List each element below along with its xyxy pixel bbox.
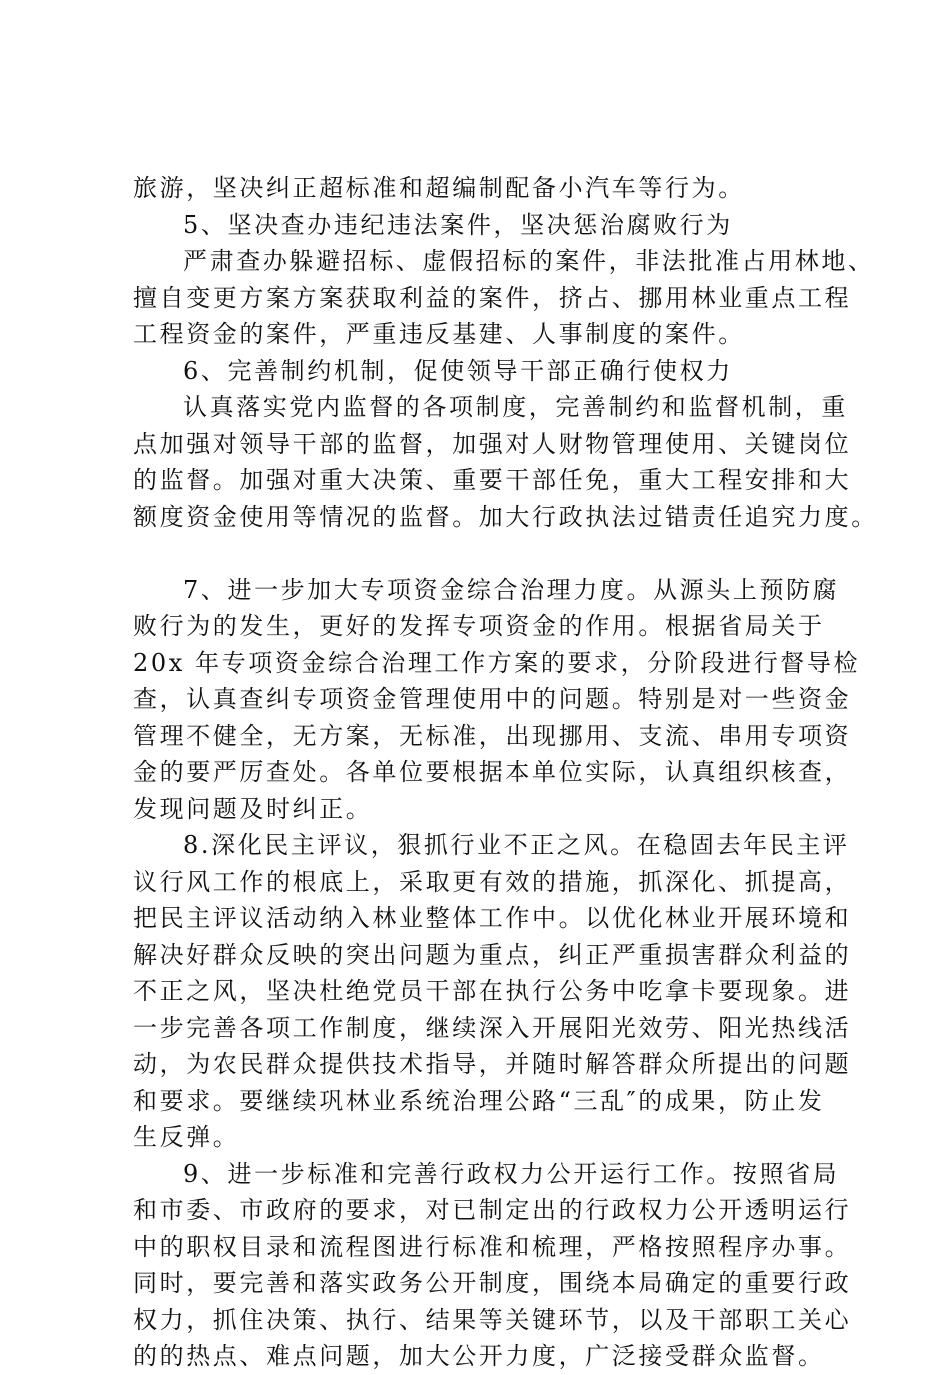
- text-line: 生反弹。: [133, 1123, 240, 1151]
- text-line: 6、完善制约机制，促使领导干部正确行使权力: [183, 356, 733, 385]
- text-line: 7、进一步加大专项资金综合治理力度。从源头上预防腐: [183, 575, 840, 604]
- text-line: 9、进一步标准和完善行政权力公开运行工作。按照省局: [183, 1159, 840, 1188]
- text-line: 20x 年专项资金综合治理工作方案的要求，分阶段进行督导检: [133, 648, 861, 677]
- text-line: 管理不健全，无方案，无标准，出现挪用、支流、串用专项资: [133, 721, 852, 750]
- text-line: 旅游，坚决纠正超标准和超编制配备小汽车等行为。: [133, 174, 745, 202]
- text-line: 一步完善各项工作制度，继续深入开展阳光效劳、阳光热线活: [133, 1013, 852, 1042]
- text-line: 查，认真查纠专项资金管理使用中的问题。特别是对一些资金: [133, 685, 852, 713]
- text-line: 的监督。加强对重大决策、重要干部任免，重大工程安排和大: [133, 466, 852, 494]
- text-line: 的的热点、难点问题，加大公开力度，广泛接受群众监督。: [133, 1342, 825, 1370]
- text-line: 议行风工作的根底上，采取更有效的措施，抓深化、抓提高，: [133, 867, 852, 896]
- text-line: 工程资金的案件，严重违反基建、人事制度的案件。: [133, 320, 745, 348]
- text-line: 动，为农民群众提供技术指导，并随时解答群众所提出的问题: [133, 1050, 852, 1078]
- text-line: 额度资金使用等情况的监督。加大行政执法过错责任追究力度。: [133, 502, 878, 531]
- text-line: 8.深化民主评议，狠抓行业不正之风。在稳固去年民主评: [183, 831, 850, 859]
- text-line: 败行为的发生，更好的发挥专项资金的作用。根据省局关于: [133, 612, 825, 640]
- text-line: 不正之风，坚决杜绝党员干部在执行公务中吃拿卡要现象。进: [133, 977, 852, 1005]
- blank-line: [133, 535, 833, 572]
- text-line: 认真落实党内监督的各项制度，完善制约和监督机制，重: [183, 393, 848, 421]
- text-line: 发现问题及时纠正。: [133, 794, 373, 823]
- text-line: 5、坚决查办违纪违法案件，坚决惩治腐败行为: [183, 210, 733, 239]
- text-line: 和要求。要继续巩林业系统治理公路“三乱″的成果，防止发: [133, 1086, 825, 1115]
- text-line: 严肃查办躲避招标、虚假招标的案件，非法批准占用林地、: [183, 247, 875, 275]
- text-line: 把民主评议活动纳入林业整体工作中。以优化林业开展环境和: [133, 904, 852, 932]
- text-line: 点加强对领导干部的监督，加强对人财物管理使用、关键岗位: [133, 429, 852, 458]
- text-line: 同时，要完善和落实政务公开制度，围绕本局确定的重要行政: [133, 1269, 852, 1297]
- text-line: 权力，抓住决策、执行、结果等关键环节，以及干部职工关心: [133, 1305, 852, 1334]
- document-body: [133, 170, 878, 1375]
- text-line: 解决好群众反映的突出问题为重点，纠正严重损害群众利益的: [133, 940, 852, 969]
- text-line: 擅自变更方案方案获取利益的案件，挤占、挪用林业重点工程: [133, 283, 852, 312]
- text-line: 和市委、市政府的要求，对已制定出的行政权力公开透明运行: [133, 1196, 852, 1224]
- text-line: 中的职权目录和流程图进行标准和梳理，严格按照程序办事。: [133, 1232, 852, 1261]
- text-line: 金的要严厉查处。各单位要根据本单位实际，认真组织核查，: [133, 758, 852, 786]
